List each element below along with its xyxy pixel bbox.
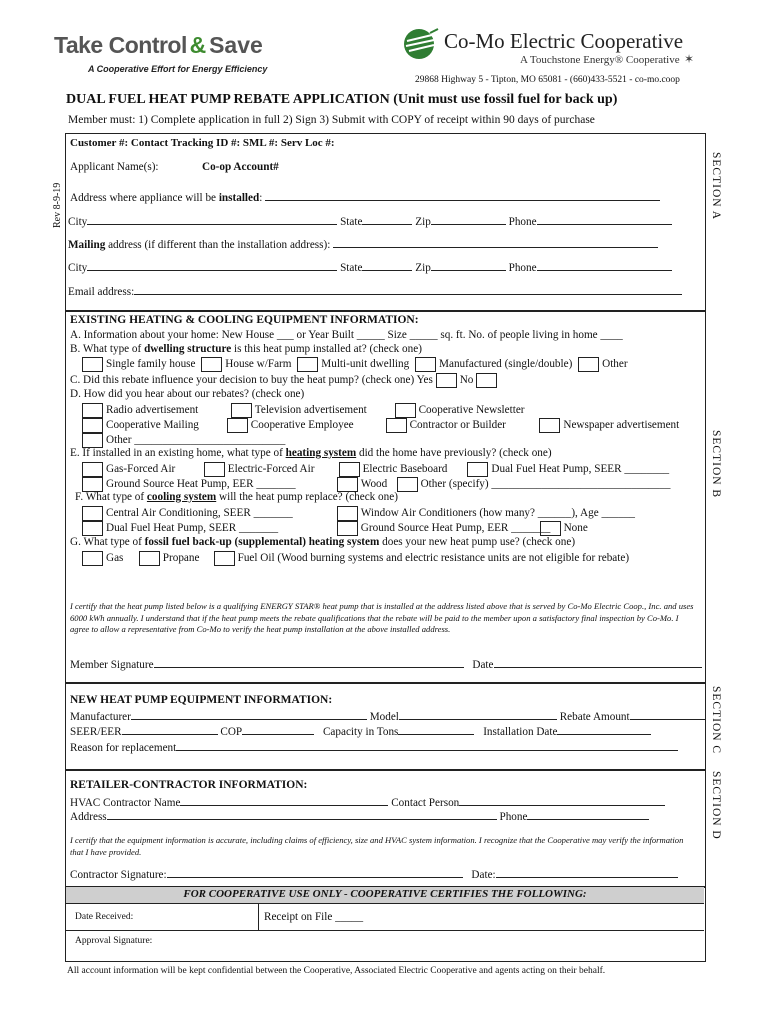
dwelling-checkbox[interactable] — [201, 357, 222, 372]
page-title: DUAL FUEL HEAT PUMP REBATE APPLICATION (Unit must use fossil fuel for back up) — [66, 92, 618, 107]
dwelling-checkbox[interactable] — [578, 357, 599, 372]
heating-row-2: Ground Source Heat Pump, EER _______ Wood Other (specify) ________________________________ — [82, 477, 670, 492]
cooling-checkbox[interactable] — [82, 521, 103, 536]
mailing-city-row[interactable]: City State Zip Phone — [68, 260, 672, 274]
referral-checkbox[interactable] — [231, 403, 252, 418]
revision-label: Rev 8-9-19 — [52, 182, 63, 228]
heating-checkbox[interactable] — [467, 462, 488, 477]
heating-checkbox[interactable] — [339, 462, 360, 477]
contractor-address-row[interactable]: Address Phone — [70, 809, 649, 823]
coop-use-heading: FOR COOPERATIVE USE ONLY - COOPERATIVE CERTIFIES THE FOLLOWING: — [183, 888, 587, 900]
cooling-checkbox[interactable] — [540, 521, 561, 536]
section-d-label: SECTION D — [710, 771, 722, 840]
referral-checkbox[interactable] — [386, 418, 407, 433]
cooling-row-2: Dual Fuel Heat Pump, SEER _______ Ground Source Heat Pump, EER _______ None — [82, 521, 588, 536]
section-c-label: SECTION C — [710, 686, 722, 755]
instructions: Member must: 1) Complete application in full 2) Sign 3) Submit with COPY of receipt within 90 days of purchase — [68, 114, 595, 126]
referral-checkbox[interactable] — [539, 418, 560, 433]
city-state-zip-row[interactable]: City State Zip Phone — [68, 214, 672, 228]
coop-divider-h — [66, 930, 704, 931]
no-checkbox[interactable] — [476, 373, 497, 388]
heating-checkbox[interactable] — [337, 477, 358, 492]
heating-checkbox[interactable] — [82, 477, 103, 492]
backup-checkbox[interactable] — [82, 551, 103, 566]
section-a-label: SECTION A — [710, 152, 722, 221]
backup-checkbox[interactable] — [214, 551, 235, 566]
coop-account-label: Co-op Account# — [202, 161, 279, 173]
take-control-logo: Take Control & Save — [54, 32, 263, 58]
touchstone-icon: ✶ — [684, 52, 695, 66]
cooling-checkbox[interactable] — [82, 506, 103, 521]
account-ids: Customer #: Contact Tracking ID #: SML #: Serv Loc #: — [70, 137, 335, 149]
logo-tagline: A Cooperative Effort for Energy Efficiency — [88, 64, 268, 74]
backup-row: Gas Propane Fuel Oil (Wood burning systems and electric resistance units are not eligible for rebate) — [82, 551, 629, 566]
question-e: E. If installed in an existing home, what type of heating system did the home have previously? (check one) — [70, 447, 552, 459]
question-d: D. How did you hear about our rebates? (check one) — [70, 388, 305, 400]
footer-note: All account information will be kept confidential between the Cooperative, Associated Electric Cooperative and agents acting on their behalf. — [67, 966, 606, 976]
cooling-checkbox[interactable] — [337, 521, 358, 536]
dwelling-checkbox[interactable] — [297, 357, 318, 372]
question-f: F. What type of cooling system will the heat pump replace? (check one) — [75, 491, 398, 503]
approval-signature-label: Approval Signature: — [75, 936, 153, 946]
heating-row-1: Gas-Forced Air Electric-Forced Air Electric Baseboard Dual Fuel Heat Pump, SEER ________ — [82, 462, 669, 477]
dwelling-checkbox[interactable] — [415, 357, 436, 372]
section-c-heading: NEW HEAT PUMP EQUIPMENT INFORMATION: — [70, 694, 333, 706]
section-b-label: SECTION B — [710, 430, 722, 499]
cooling-checkbox[interactable] — [337, 506, 358, 521]
cooling-row-1: Central Air Conditioning, SEER _______ Window Air Conditioners (how many? ______), Age ______ — [82, 506, 635, 521]
referral-checkbox[interactable] — [82, 418, 103, 433]
referral-checkbox[interactable] — [82, 403, 103, 418]
contractor-row[interactable]: HVAC Contractor Name Contact Person — [70, 795, 665, 809]
referral-row-3: Other ___________________________ — [82, 433, 285, 448]
coop-address: 29868 Highway 5 - Tipton, MO 65081 - (660)433-5521 - co-mo.coop — [415, 75, 680, 85]
coop-tagline: A Touchstone Energy® Cooperative — [520, 54, 680, 66]
email-field[interactable]: Email address: — [68, 284, 682, 298]
equipment-row-1[interactable]: Manufacturer Model Rebate Amount — [70, 709, 706, 723]
question-b: B. What type of dwelling structure is this heat pump installed at? (check one) — [70, 343, 422, 355]
co-mo-logo-icon — [402, 27, 440, 64]
backup-checkbox[interactable] — [139, 551, 160, 566]
question-g: G. What type of fossil fuel back-up (supplemental) heating system does your new heat pump use? (check one) — [70, 536, 576, 548]
referral-checkbox[interactable] — [395, 403, 416, 418]
coop-divider-v — [258, 903, 259, 930]
member-certification: I certify that the heat pump listed below is a qualifying ENERGY STAR® heat pump that is installed at the address listed above that is served by Co-Mo Electric Coop., Inc. and uses 6000 kWh annually. I understand that if the heat pump meets the rebate qualifications that the rebate will be paid to the member upon a satisfactory final inspection by Co-Mo. I agree to allow a representative from Co-Mo to verify the heat pump installation at the above installed address. — [70, 601, 694, 634]
dwelling-checkbox[interactable] — [82, 357, 103, 372]
member-signature-row[interactable]: Member Signature Date — [70, 657, 702, 671]
mailing-address-field[interactable]: Mailing address (if different than the installation address): — [68, 237, 658, 251]
install-address-field[interactable]: Address where appliance will be installed: — [70, 190, 660, 204]
replacement-reason-field[interactable]: Reason for replacement — [70, 740, 678, 754]
contractor-certification: I certify that the equipment information is accurate, including claims of efficiency, size and HVAC system information. I recognize that the Cooperative may verify the information that I have provided. — [70, 835, 684, 857]
heating-checkbox[interactable] — [204, 462, 225, 477]
referral-checkbox[interactable] — [227, 418, 248, 433]
referral-checkbox[interactable] — [82, 433, 103, 448]
home-info-line: A. Information about your home: New House ___ or Year Built _____ Size _____ sq. ft. No. of people living in home ____ — [70, 329, 623, 341]
yes-checkbox[interactable] — [436, 373, 457, 388]
dwelling-options: Single family house House w/Farm Multi-unit dwelling Manufactured (single/double) Other — [82, 357, 628, 372]
referral-row-2: Cooperative Mailing Cooperative Employee Contractor or Builder Newspaper advertisement — [82, 418, 679, 433]
coop-name: Co-Mo Electric Cooperative — [444, 29, 684, 53]
heating-checkbox[interactable] — [397, 477, 418, 492]
question-c: C. Did this rebate influence your decision to buy the heat pump? (check one) Yes No — [70, 373, 500, 388]
equipment-row-2[interactable]: SEER/EER COP Capacity in Tons Installation Date — [70, 724, 651, 738]
applicant-name-label: Applicant Name(s): — [70, 161, 159, 173]
contractor-signature-row[interactable]: Contractor Signature: Date: — [70, 867, 678, 881]
receipt-on-file-label: Receipt on File _____ — [264, 911, 364, 923]
referral-row-1: Radio advertisement Television advertisement Cooperative Newsletter — [82, 403, 525, 418]
heating-checkbox[interactable] — [82, 462, 103, 477]
section-d-heading: RETAILER-CONTRACTOR INFORMATION: — [70, 779, 308, 791]
date-received-label: Date Received: — [75, 912, 134, 922]
section-b-heading: EXISTING HEATING & COOLING EQUIPMENT INFORMATION: — [70, 314, 419, 326]
